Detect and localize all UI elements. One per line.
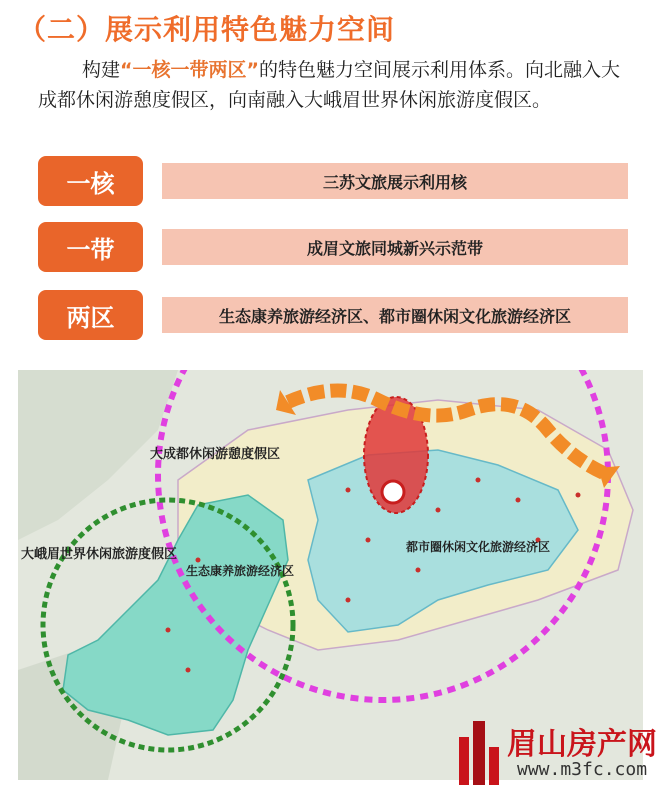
- label-south-resort: 大峨眉世界休闲旅游度假区: [21, 547, 178, 562]
- watermark-brand: 眉山房产网: [507, 727, 657, 762]
- section-title: （二）展示利用特色魅力空间: [18, 13, 396, 46]
- watermark-url: www.m3fc.com: [517, 759, 648, 780]
- intro-highlight: “一核一带两区”: [120, 59, 259, 81]
- intro-paragraph: [38, 55, 638, 115]
- intro-prefix: 构建: [82, 59, 121, 81]
- row-zones: [38, 290, 630, 340]
- watermark: [455, 717, 655, 787]
- core-center: [382, 481, 404, 503]
- watermark-logo-icon: [455, 717, 503, 787]
- row-tag-belt: 一带: [38, 222, 143, 272]
- row-belt: [38, 222, 630, 272]
- row-core: [38, 156, 630, 206]
- row-desc-belt: 成眉文旅同城新兴示范带: [162, 229, 628, 265]
- label-metro-zone: 都市圈休闲文化旅游经济区: [406, 540, 551, 554]
- intro-suffix: 的特色魅力空间展示利用体系。向北融入大成都休闲游憩度假区，向南融入大峨眉世界休闲旅游度假区。: [38, 59, 621, 111]
- label-eco-zone: 生态康养旅游经济区: [186, 564, 295, 578]
- label-north-resort: 大成都休闲游憩度假区: [150, 447, 281, 462]
- row-desc-core: 三苏文旅展示利用核: [162, 163, 628, 199]
- row-desc-zones: 生态康养旅游经济区、都市圈休闲文化旅游经济区: [162, 297, 628, 333]
- row-tag-core: 一核: [38, 156, 143, 206]
- row-tag-zones: 两区: [38, 290, 143, 340]
